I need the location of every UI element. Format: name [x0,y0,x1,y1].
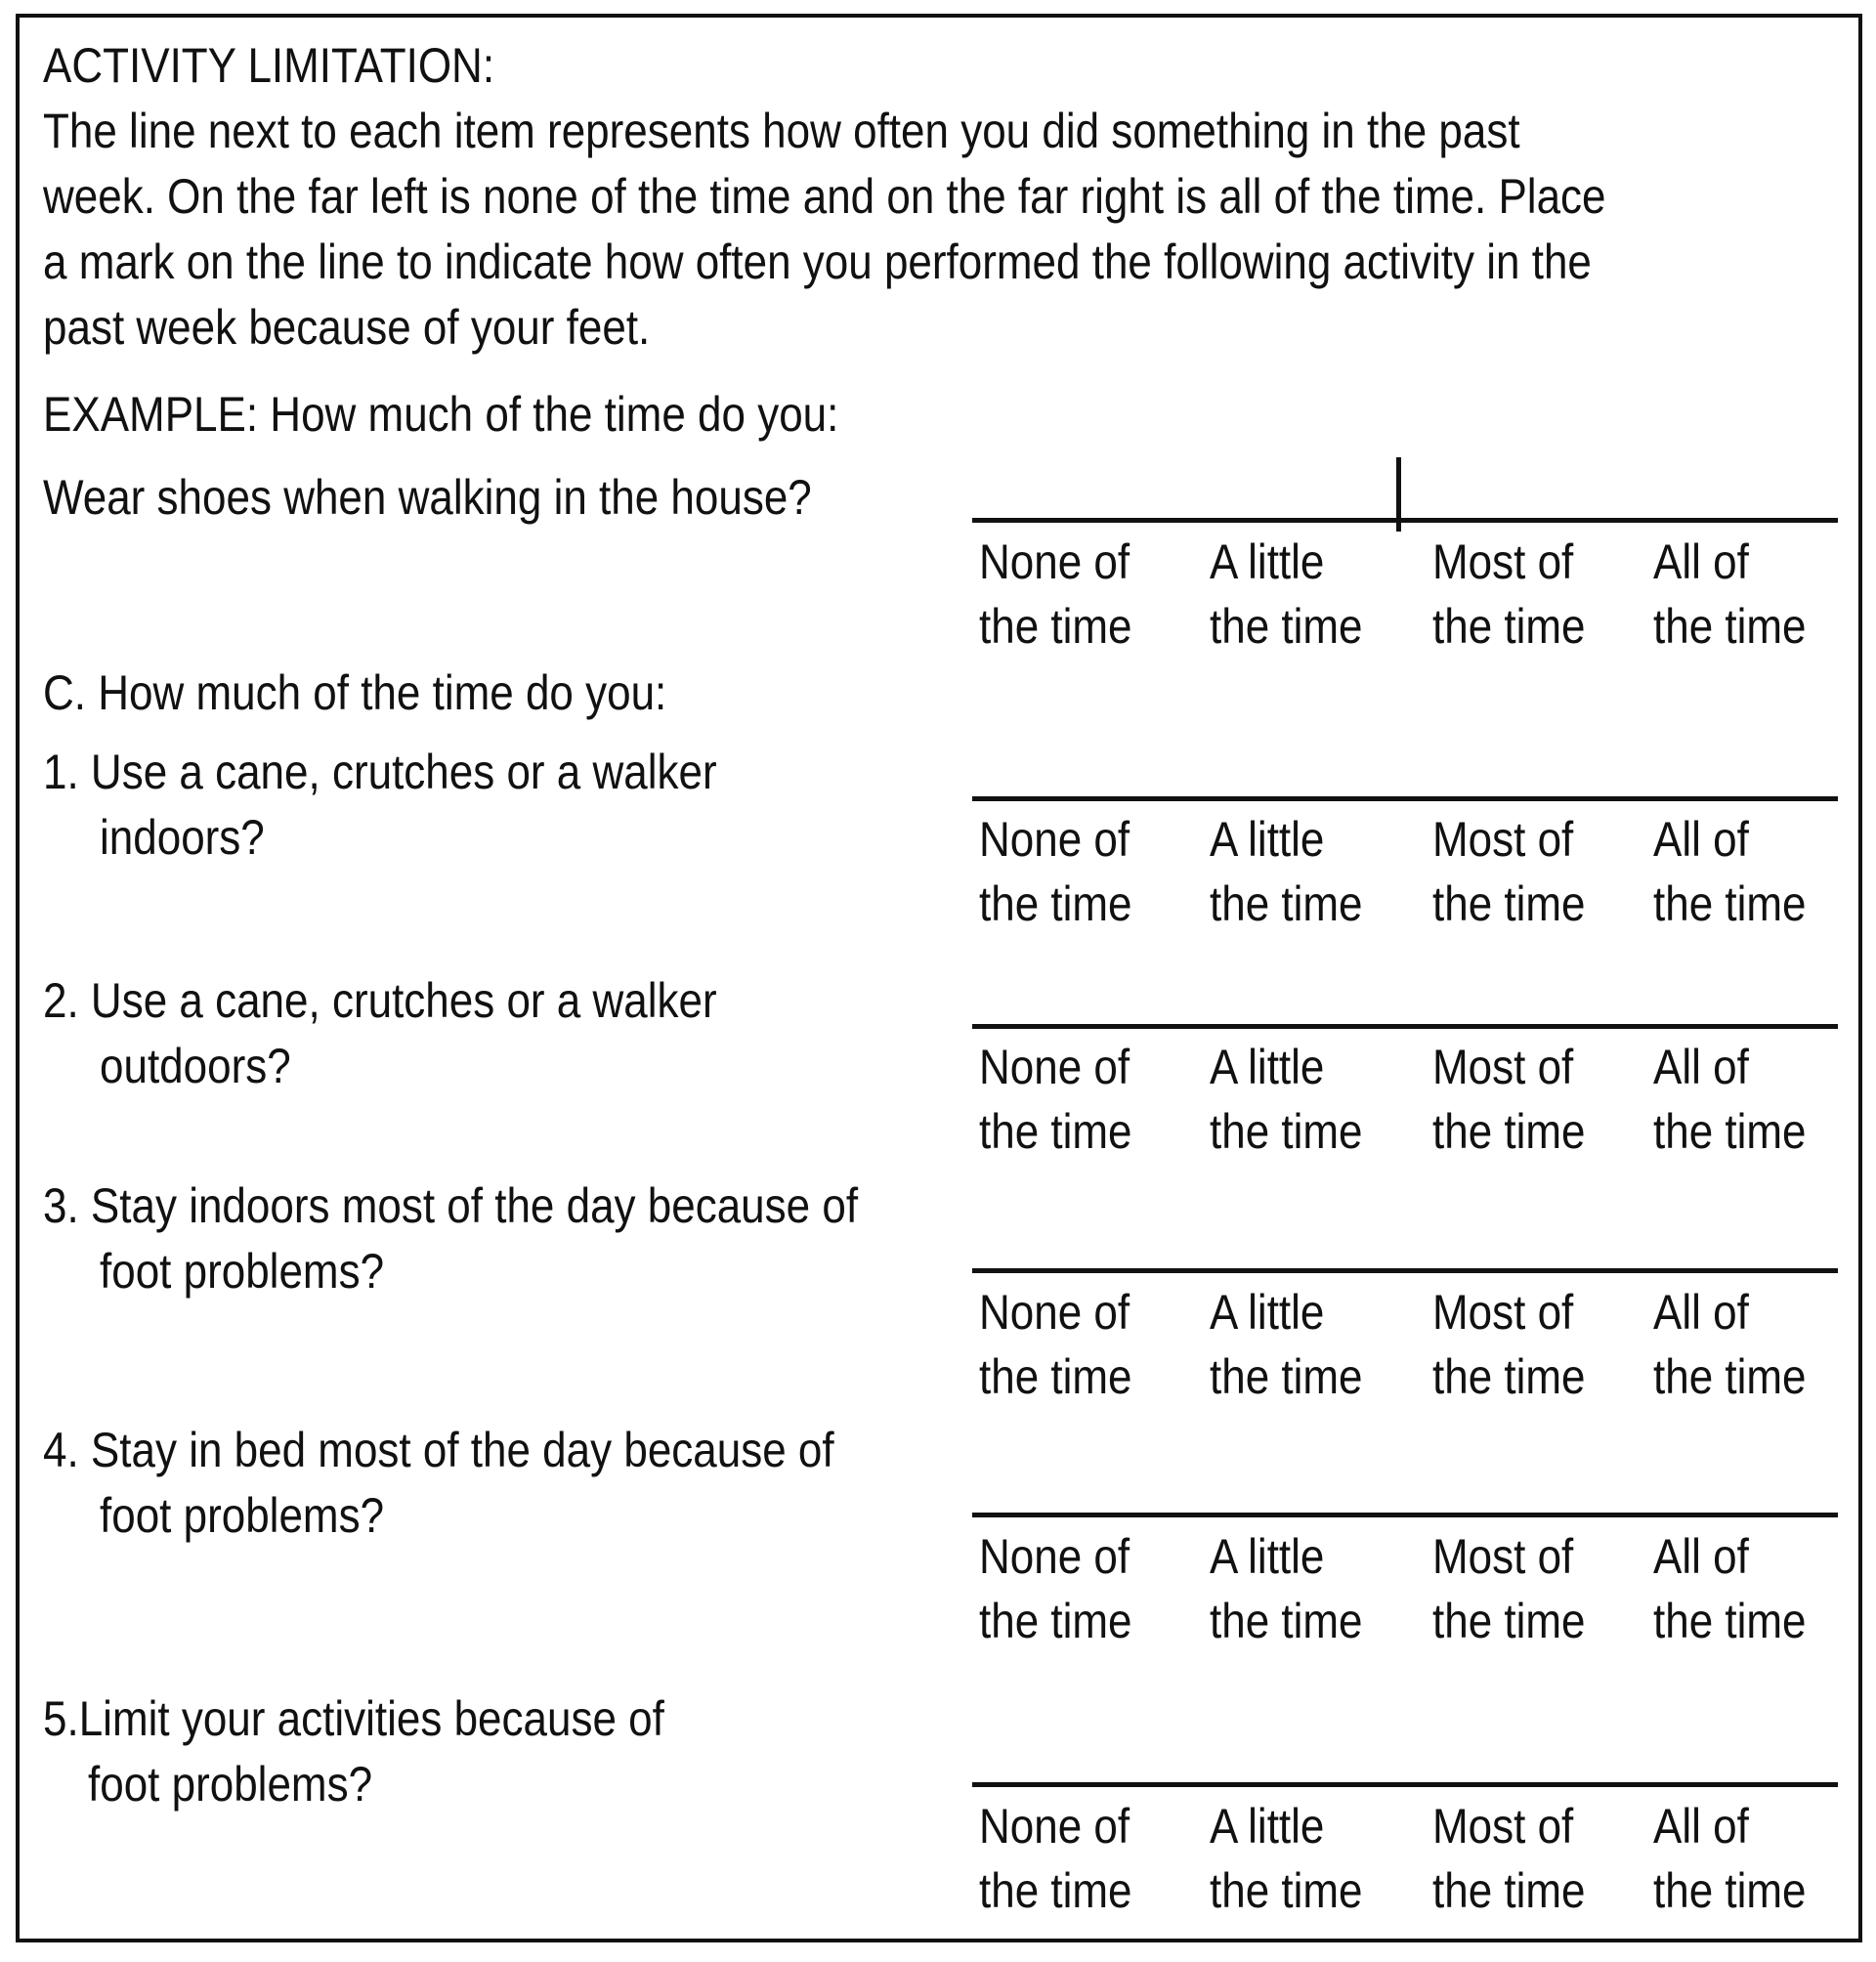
scale-label-most: Most of the time [1432,1529,1586,1648]
item-1-text: 1. Use a cane, crutches or a walker [43,745,717,799]
item-2-text: 2. Use a cane, crutches or a walker [43,973,717,1028]
item-4-scale-line[interactable] [972,1513,1838,1517]
item-4-text-cont: foot problems? [100,1488,385,1543]
scale-label-all: All of the time [1653,812,1807,931]
scale-label-none: None of the time [979,812,1132,931]
example-scale-line[interactable] [972,518,1838,523]
scale-label-little: A little the time [1210,534,1363,654]
scale-label-none: None of the time [979,534,1132,654]
example-scale-mark [1396,457,1401,532]
instruction-line-3: a mark on the line to indicate how often you performed the following activity in the [43,235,1592,289]
scale-label-most: Most of the time [1432,1040,1586,1159]
scale-label-most: Most of the time [1432,1285,1586,1404]
scale-label-none: None of the time [979,1285,1132,1404]
item-3-text-cont: foot problems? [100,1244,385,1299]
scale-label-all: All of the time [1653,1529,1807,1648]
section-c-label: C. How much of the time do you: [43,665,667,720]
item-5-text: 5.Limit your activities because of [43,1691,664,1746]
item-5-text-cont: foot problems? [88,1757,373,1812]
instruction-line-2: week. On the far left is none of the time and on the far right is all of the time. Place [43,169,1606,224]
instruction-line-1: The line next to each item represents how often you did something in the past [43,104,1520,158]
scale-label-none: None of the time [979,1040,1132,1159]
scale-label-most: Most of the time [1432,812,1586,931]
scale-label-little: A little the time [1210,1285,1363,1404]
item-3-scale-line[interactable] [972,1268,1838,1273]
item-2-scale-line[interactable] [972,1024,1838,1029]
scale-label-all: All of the time [1653,1799,1807,1918]
item-1-scale-line[interactable] [972,796,1838,801]
section-heading: ACTIVITY LIMITATION: [43,38,495,93]
scale-label-little: A little the time [1210,1799,1363,1918]
scale-label-all: All of the time [1653,1040,1807,1159]
scale-label-most: Most of the time [1432,1799,1586,1918]
item-4-text: 4. Stay in bed most of the day because of [43,1423,834,1477]
scale-label-most: Most of the time [1432,534,1586,654]
item-1-text-cont: indoors? [100,810,265,865]
scale-label-none: None of the time [979,1799,1132,1918]
item-2-text-cont: outdoors? [100,1039,291,1093]
item-5-scale-line[interactable] [972,1782,1838,1787]
example-question: Wear shoes when walking in the house? [43,470,812,525]
example-label: EXAMPLE: How much of the time do you: [43,387,839,442]
item-3-text: 3. Stay indoors most of the day because of [43,1178,859,1233]
instruction-line-4: past week because of your feet. [43,300,651,355]
scale-label-all: All of the time [1653,1285,1807,1404]
scale-label-none: None of the time [979,1529,1132,1648]
scale-label-all: All of the time [1653,534,1807,654]
scale-label-little: A little the time [1210,812,1363,931]
intro-block [43,33,1659,361]
scale-label-little: A little the time [1210,1529,1363,1648]
scale-label-little: A little the time [1210,1040,1363,1159]
